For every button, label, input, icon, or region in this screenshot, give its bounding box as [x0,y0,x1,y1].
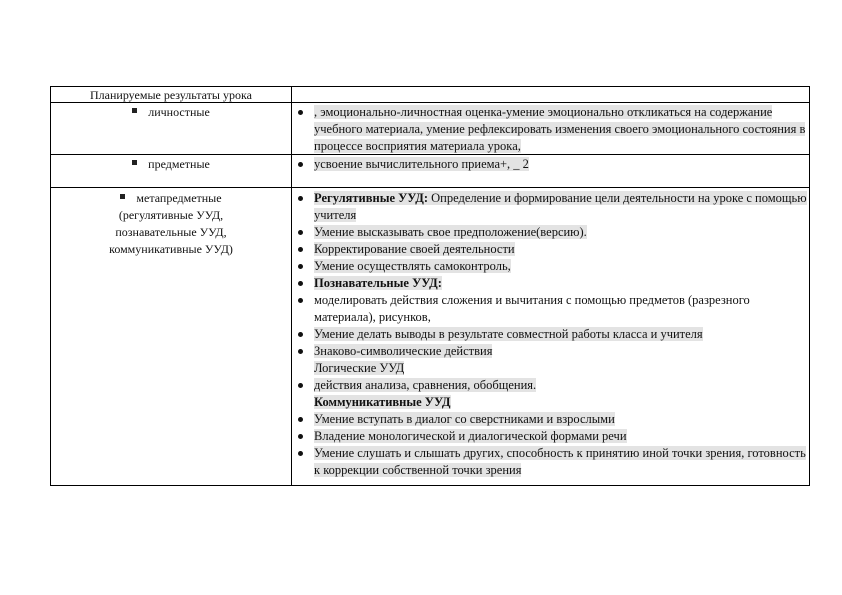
row-divider [51,187,809,188]
list-item: Владение монологической и диалогической формами речи [295,428,807,445]
bullet-icon [298,230,303,235]
list-item: действия анализа, сравнения, обобщения. [295,377,807,394]
list-item: усвоение вычислительного приема+, _ 2 [295,156,807,173]
row-label-meta: метапредметные (регулятивные УУД, познавательные УУД, коммуникативные УУД) [109,191,233,256]
row-content-personal [295,104,807,155]
list-item: Умение слушать и слышать других, способность к принятию иной точки зрения, готовность к коррекции собственной точки зрения [295,445,807,479]
list-item: Умение вступать в диалог со сверстниками и взрослыми [295,411,807,428]
list-item: Знаково-символические действия [295,343,807,360]
square-bullet-icon [132,160,137,165]
square-bullet-icon [120,194,125,199]
bullet-icon [298,332,303,337]
bullet-icon [298,110,303,115]
results-table [50,86,810,486]
square-bullet-icon [132,108,137,113]
list-subheading: Коммуникативные УУД [314,395,451,409]
list-item: , эмоционально-личностная оценка-умение эмоционально откликаться на содержание учебного материала, умение рефлексировать изменения своего эмоционального состояния в процессе восприятия материала урока, [295,104,807,155]
bullet-icon [298,162,303,167]
bullet-icon [298,247,303,252]
row-content-meta [295,190,807,479]
header-left: Планируемые результаты урока [90,88,252,102]
list-item: Умение высказывать свое предположение(версию). [295,224,807,241]
list-item: Регулятивные УУД: Определение и формирование цели деятельности на уроке с помощью учителя [295,190,807,224]
row-label-subject: предметные [51,156,291,173]
list-item: Умение делать выводы в результате совместной работы класса и учителя [295,326,807,343]
bullet-icon [298,298,303,303]
bullet-icon [298,264,303,269]
list-item: Корректирование своей деятельности [295,241,807,258]
bullet-icon [298,349,303,354]
column-divider [291,87,292,485]
row-content-subject [295,156,807,173]
list-item: Умение осуществлять самоконтроль, [295,258,807,275]
list-item: Познавательные УУД: [295,275,807,292]
row-label-personal: личностные [51,104,291,121]
list-item: моделировать действия сложения и вычитания с помощью предметов (разрезного материала), рисунков, [295,292,807,326]
bullet-icon [298,417,303,422]
bullet-icon [298,383,303,388]
bullet-icon [298,196,303,201]
bullet-icon [298,281,303,286]
bullet-icon [298,434,303,439]
list-subheading: Логические УУД [314,361,405,375]
bullet-icon [298,451,303,456]
